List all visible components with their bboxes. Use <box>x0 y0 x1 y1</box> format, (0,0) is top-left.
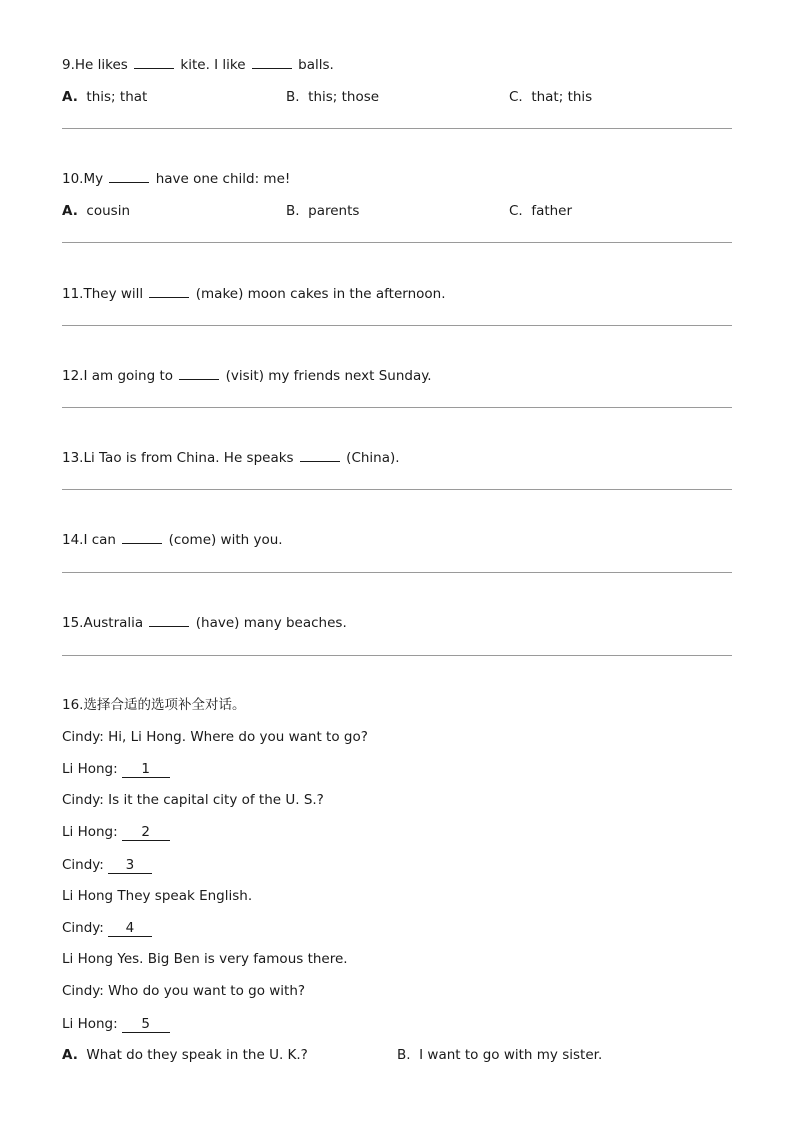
dialogue-line-5 <box>62 856 152 874</box>
question-11-blank <box>149 285 189 298</box>
dialogue-line-2 <box>62 760 170 778</box>
option-letter: A. <box>62 203 78 219</box>
question-13 <box>62 449 400 467</box>
option-letter: B. <box>286 203 300 219</box>
question-15 <box>62 614 347 632</box>
question-9-text-1: 9.He likes <box>62 57 128 73</box>
question-16-option-a[interactable] <box>62 1046 308 1064</box>
question-11 <box>62 285 446 303</box>
dialogue-blank-1[interactable]: 1 <box>122 762 170 778</box>
question-14-blank <box>122 531 162 544</box>
question-9-option-c[interactable] <box>509 88 592 106</box>
option-letter: A. <box>62 89 78 105</box>
divider <box>62 128 732 129</box>
question-9 <box>62 56 334 74</box>
divider <box>62 572 732 573</box>
question-9-blank-2 <box>252 56 292 69</box>
option-text: What do they speak in the U. K.? <box>86 1047 308 1063</box>
divider <box>62 242 732 243</box>
option-letter: C. <box>509 89 523 105</box>
option-text: that; this <box>531 89 593 105</box>
speaker-label: Cindy: <box>62 920 104 936</box>
question-10 <box>62 170 290 188</box>
question-12 <box>62 367 432 385</box>
question-10-option-a[interactable] <box>62 202 130 220</box>
option-text: father <box>531 203 573 219</box>
option-text: cousin <box>86 203 131 219</box>
question-9-blank-1 <box>134 56 174 69</box>
option-letter: A. <box>62 1047 78 1063</box>
question-14 <box>62 531 283 549</box>
question-9-option-b[interactable] <box>286 88 379 106</box>
question-14-text-1: 14.I can <box>62 532 116 548</box>
dialogue-blank-3[interactable]: 3 <box>108 858 152 874</box>
option-letter: B. <box>286 89 300 105</box>
speaker-label: Li Hong: <box>62 824 118 840</box>
question-16-title: 16.选择合适的选项补全对话。 <box>62 697 246 713</box>
option-text: I want to go with my sister. <box>419 1047 603 1063</box>
question-11-text-1: 11.They will <box>62 286 144 302</box>
question-15-text-1: 15.Australia <box>62 615 144 631</box>
dialogue-blank-2[interactable]: 2 <box>122 825 170 841</box>
question-9-text-2: kite. I like <box>180 57 246 73</box>
divider <box>62 655 732 656</box>
dialogue-line-8: Li Hong Yes. Big Ben is very famous there. <box>62 951 348 967</box>
dialogue-blank-5[interactable]: 5 <box>122 1017 170 1033</box>
question-10-blank <box>109 170 149 183</box>
option-text: parents <box>308 203 360 219</box>
speaker-label: Li Hong: <box>62 1016 118 1032</box>
question-13-text-1: 13.Li Tao is from China. He speaks <box>62 450 294 466</box>
question-13-text-2: (China). <box>346 450 400 466</box>
dialogue-line-1: Cindy: Hi, Li Hong. Where do you want to go? <box>62 729 368 745</box>
question-13-blank <box>300 449 340 462</box>
option-text: this; that <box>86 89 148 105</box>
question-10-text-1: 10.My <box>62 171 104 187</box>
dialogue-line-9: Cindy: Who do you want to go with? <box>62 983 306 999</box>
dialogue-line-6: Li Hong They speak English. <box>62 888 253 904</box>
dialogue-line-3: Cindy: Is it the capital city of the U. S.? <box>62 792 324 808</box>
divider <box>62 325 732 326</box>
option-text: this; those <box>308 89 380 105</box>
question-9-option-a[interactable] <box>62 88 147 106</box>
question-15-blank <box>149 614 189 627</box>
question-9-text-3: balls. <box>298 57 334 73</box>
question-10-option-c[interactable] <box>509 202 572 220</box>
dialogue-line-4 <box>62 823 170 841</box>
question-12-text-2: (visit) my friends next Sunday. <box>225 368 432 384</box>
divider <box>62 407 732 408</box>
question-14-text-2: (come) with you. <box>168 532 283 548</box>
dialogue-line-7 <box>62 919 152 937</box>
question-12-text-1: 12.I am going to <box>62 368 174 384</box>
speaker-label: Li Hong: <box>62 761 118 777</box>
question-11-text-2: (make) moon cakes in the afternoon. <box>195 286 446 302</box>
question-15-text-2: (have) many beaches. <box>195 615 347 631</box>
option-letter: C. <box>509 203 523 219</box>
divider <box>62 489 732 490</box>
question-10-text-2: have one child: me! <box>155 171 291 187</box>
question-12-blank <box>179 367 219 380</box>
option-letter: B. <box>397 1047 411 1063</box>
question-10-option-b[interactable] <box>286 202 359 220</box>
question-16-option-b[interactable] <box>397 1046 602 1064</box>
dialogue-blank-4[interactable]: 4 <box>108 921 152 937</box>
dialogue-line-10 <box>62 1015 170 1033</box>
speaker-label: Cindy: <box>62 857 104 873</box>
